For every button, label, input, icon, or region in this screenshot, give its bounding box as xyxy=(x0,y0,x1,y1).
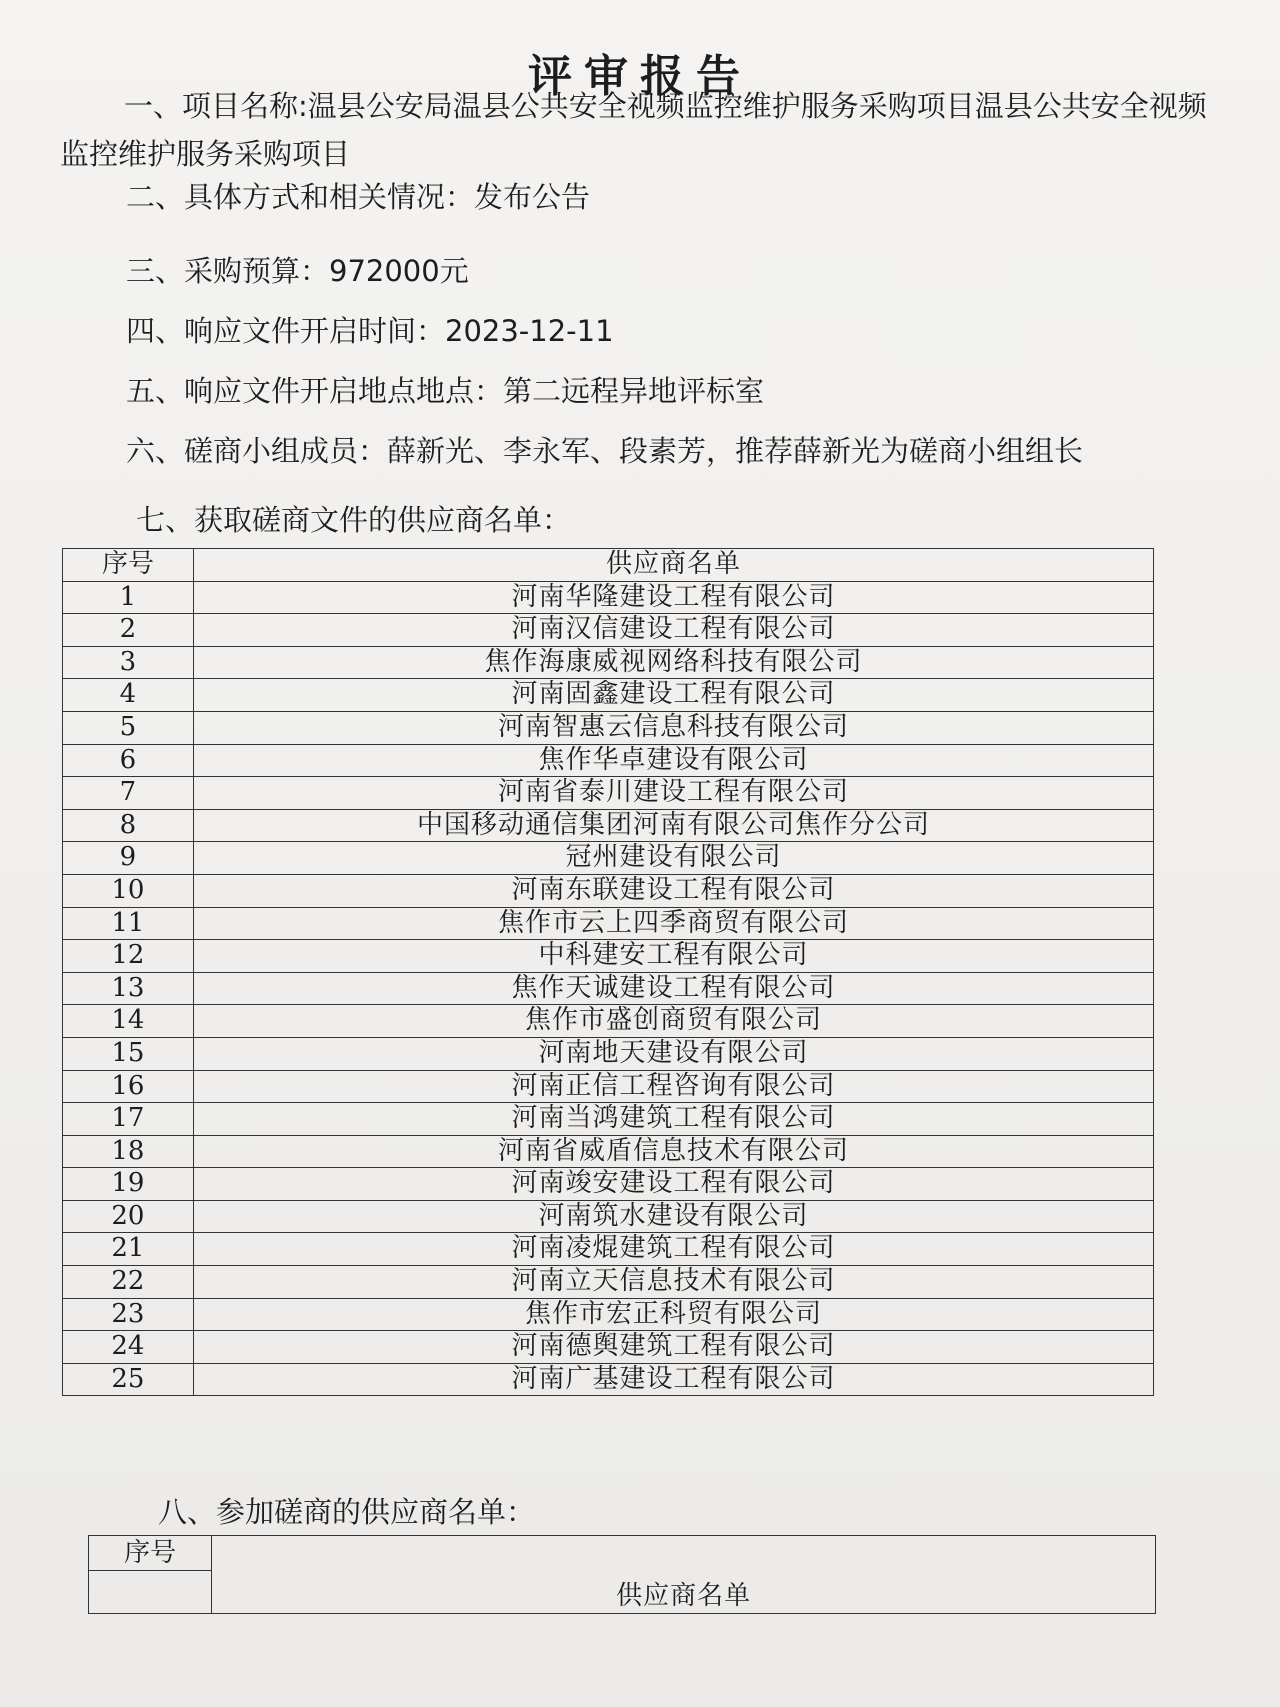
table-cell-index: 25 xyxy=(63,1363,194,1396)
table-row xyxy=(63,1363,1154,1396)
table-cell-supplier: 河南华隆建设工程有限公司 xyxy=(193,581,1153,614)
supplier-table xyxy=(62,548,1154,1396)
participating-supplier-table xyxy=(88,1535,1156,1614)
table-row xyxy=(63,646,1154,679)
table-row xyxy=(63,581,1154,614)
table-row xyxy=(63,1266,1154,1299)
table-row xyxy=(63,940,1154,973)
table-row xyxy=(63,1005,1154,1038)
table-row xyxy=(63,809,1154,842)
table-row xyxy=(63,679,1154,712)
table-row xyxy=(63,777,1154,810)
table-cell-index: 20 xyxy=(63,1200,194,1233)
table-cell-supplier: 河南汉信建设工程有限公司 xyxy=(193,614,1153,647)
item-budget: 三、采购预算：972000元 xyxy=(126,254,469,288)
document-title: 评审报告 xyxy=(528,51,752,102)
item-opening-location: 五、响应文件开启地点地点：第二远程异地评标室 xyxy=(126,374,765,408)
item-participating-heading: 八、参加磋商的供应商名单： xyxy=(158,1495,536,1529)
table-cell-supplier: 河南固鑫建设工程有限公司 xyxy=(193,679,1153,712)
table-cell-supplier: 河南地天建设有限公司 xyxy=(193,1037,1153,1070)
table-row xyxy=(63,1298,1154,1331)
table-row xyxy=(63,1168,1154,1201)
item-project-name: 一、项目名称:温县公安局温县公共安全视频监控维护服务采购项目温县公共安全视频监控维护服务采购项目 xyxy=(60,89,1207,171)
table-cell-index: 2 xyxy=(63,614,194,647)
table-cell-supplier: 焦作市宏正科贸有限公司 xyxy=(193,1298,1153,1331)
table-cell-index: 5 xyxy=(63,711,194,744)
table-cell-index: 15 xyxy=(63,1037,194,1070)
table-cell-supplier: 焦作市盛创商贸有限公司 xyxy=(193,1005,1153,1038)
table-cell-supplier: 河南省威盾信息技术有限公司 xyxy=(193,1135,1153,1168)
table-cell-index: 1 xyxy=(63,581,194,614)
table-cell-index: 12 xyxy=(63,940,194,973)
table-row xyxy=(63,1135,1154,1168)
table-cell-index: 18 xyxy=(63,1135,194,1168)
item-method: 二、具体方式和相关情况：发布公告 xyxy=(126,180,591,214)
table-cell-supplier: 河南东联建设工程有限公司 xyxy=(193,874,1153,907)
table-cell-supplier: 中国移动通信集团河南有限公司焦作分公司 xyxy=(193,809,1153,842)
table-row xyxy=(63,842,1154,875)
table-row xyxy=(63,972,1154,1005)
table-row xyxy=(63,1037,1154,1070)
table-cell-index: 24 xyxy=(63,1331,194,1364)
table-row xyxy=(63,711,1154,744)
table-row xyxy=(63,1331,1154,1364)
table-cell-supplier: 焦作华卓建设有限公司 xyxy=(193,744,1153,777)
table-row xyxy=(63,744,1154,777)
table-cell-supplier: 焦作海康威视网络科技有限公司 xyxy=(193,646,1153,679)
table-cell-supplier: 河南筑水建设有限公司 xyxy=(193,1200,1153,1233)
table-cell-supplier: 河南竣安建设工程有限公司 xyxy=(193,1168,1153,1201)
table-cell-index: 3 xyxy=(63,646,194,679)
table-cell-index: 9 xyxy=(63,842,194,875)
table-cell-supplier: 焦作天诚建设工程有限公司 xyxy=(193,972,1153,1005)
table-cell-supplier: 河南正信工程咨询有限公司 xyxy=(193,1070,1153,1103)
table-cell-supplier: 河南凌焜建筑工程有限公司 xyxy=(193,1233,1153,1266)
table-cell-index: 4 xyxy=(63,679,194,712)
table-cell-index: 21 xyxy=(63,1233,194,1266)
table-row xyxy=(63,907,1154,940)
column-header-index: 序号 xyxy=(89,1536,212,1571)
table-cell-index: 16 xyxy=(63,1070,194,1103)
table-cell-supplier: 河南当鸿建筑工程有限公司 xyxy=(193,1103,1153,1136)
table-cell-index: 19 xyxy=(63,1168,194,1201)
table-cell-index: 22 xyxy=(63,1266,194,1299)
table-cell-supplier: 冠州建设有限公司 xyxy=(193,842,1153,875)
table-cell-index: 23 xyxy=(63,1298,194,1331)
column-header-supplier: 供应商名单 xyxy=(212,1536,1156,1614)
table-row xyxy=(63,1200,1154,1233)
table-cell-index: 13 xyxy=(63,972,194,1005)
item-opening-time: 四、响应文件开启时间：2023-12-11 xyxy=(126,314,614,348)
table-cell-index xyxy=(89,1571,212,1614)
column-header-supplier: 供应商名单 xyxy=(193,549,1153,582)
item-panel-members: 六、磋商小组成员：薛新光、李永军、段素芳，推荐薛新光为磋商小组组长 xyxy=(126,434,1084,468)
table-cell-index: 8 xyxy=(63,809,194,842)
table-cell-index: 17 xyxy=(63,1103,194,1136)
column-header-index: 序号 xyxy=(63,549,194,582)
table-cell-supplier: 中科建安工程有限公司 xyxy=(193,940,1153,973)
table-cell-index: 6 xyxy=(63,744,194,777)
table-cell-index: 11 xyxy=(63,907,194,940)
table-row xyxy=(63,614,1154,647)
item-supplier-list-heading: 七、获取磋商文件的供应商名单： xyxy=(136,503,572,537)
table-row xyxy=(63,1103,1154,1136)
table-row xyxy=(63,874,1154,907)
table-cell-index: 7 xyxy=(63,777,194,810)
table-cell-index: 14 xyxy=(63,1005,194,1038)
table-cell-supplier: 河南广基建设工程有限公司 xyxy=(193,1363,1153,1396)
table-cell-supplier: 河南省泰川建设工程有限公司 xyxy=(193,777,1153,810)
table-header-row xyxy=(89,1536,1156,1571)
table-cell-supplier: 焦作市云上四季商贸有限公司 xyxy=(193,907,1153,940)
table-cell-supplier: 河南智惠云信息科技有限公司 xyxy=(193,711,1153,744)
table-row xyxy=(63,1070,1154,1103)
table-cell-index: 10 xyxy=(63,874,194,907)
table-header-row xyxy=(63,549,1154,582)
table-row xyxy=(63,1233,1154,1266)
table-cell-supplier: 河南德舆建筑工程有限公司 xyxy=(193,1331,1153,1364)
table-cell-supplier: 河南立天信息技术有限公司 xyxy=(193,1266,1153,1299)
